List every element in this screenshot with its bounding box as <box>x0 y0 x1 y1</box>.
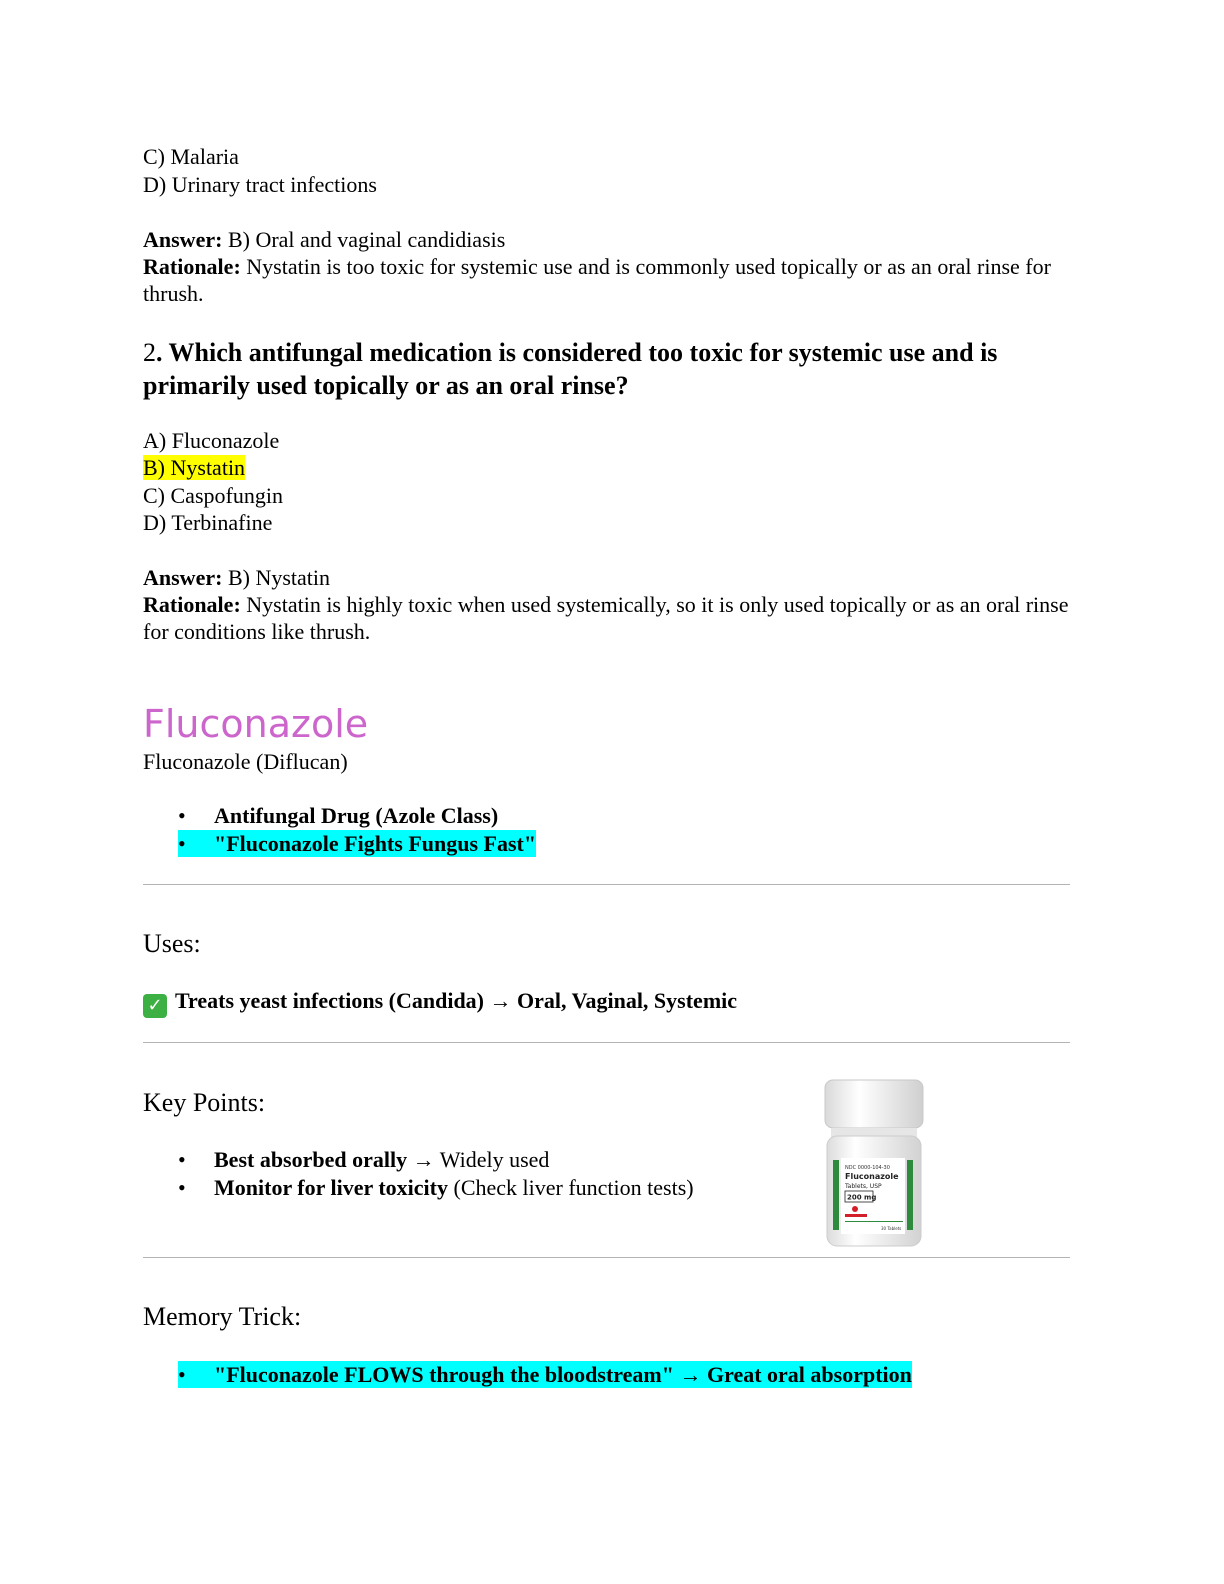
fluconazole-bottle-image <box>821 1078 927 1250</box>
q1-answer <box>143 226 505 253</box>
divider <box>143 1042 1070 1043</box>
memory-heading: Memory Trick: <box>143 1302 302 1331</box>
memory-item-text: "Fluconazole FLOWS through the bloodstream" → Great oral absorption <box>214 1362 912 1387</box>
q1-option-c: C) Malaria <box>143 144 239 169</box>
q2-number: 2 <box>143 338 156 367</box>
q2-answer <box>143 564 330 591</box>
q2-answer-label: Answer: <box>143 565 223 590</box>
bullet-icon: • <box>178 1175 186 1200</box>
q1-option-d: D) Urinary tract infections <box>143 172 377 197</box>
drug-bullet-2-text: "Fluconazole Fights Fungus Fast" <box>214 831 537 856</box>
q2-rationale-text: Nystatin is highly toxic when used systemically, so it is only used topically or as an oral rinse for conditions like thrush. <box>143 592 1069 644</box>
q1-rationale-label: Rationale: <box>143 254 241 279</box>
drug-bullet-1 <box>178 802 498 829</box>
bullet-icon: • <box>178 803 186 828</box>
q2-answer-text: B) Nystatin <box>222 565 330 590</box>
uses-item <box>143 987 737 1018</box>
q2-title-text: . Which antifungal medication is considered too toxic for systemic use and is primarily used topically or as an oral rinse? <box>143 338 998 400</box>
q2-rationale-label: Rationale: <box>143 592 241 617</box>
q2-option-d: D) Terbinafine <box>143 510 273 535</box>
drug-heading: Fluconazole <box>143 702 369 746</box>
divider <box>143 1257 1070 1258</box>
bottle-dose: 200 mg <box>847 1193 877 1202</box>
key-point-2-bold: Monitor for liver toxicity <box>214 1175 448 1200</box>
q1-rationale-text: Nystatin is too toxic for systemic use and is commonly used topically or as an oral rinse for thrush. <box>143 254 1051 306</box>
key-point-1-bold: Best absorbed orally <box>214 1147 408 1172</box>
q2-option-b <box>143 454 245 481</box>
bottle-ndc: NDC 0000-104-30 <box>845 1165 890 1171</box>
drug-bullet-1-text: Antifungal Drug (Azole Class) <box>214 803 499 828</box>
bullet-icon: • <box>178 1147 186 1172</box>
check-mark-icon: ✓ <box>143 994 167 1018</box>
q1-answer-label: Answer: <box>143 227 223 252</box>
divider <box>143 884 1070 885</box>
bottle-name: Fluconazole <box>845 1172 899 1181</box>
memory-item <box>178 1361 912 1388</box>
key-point-1-rest: → Widely used <box>407 1147 550 1172</box>
key-point-1 <box>178 1146 549 1173</box>
uses-heading: Uses: <box>143 929 201 958</box>
q2-rationale <box>143 591 1070 645</box>
bottle-count: 30 Tablets <box>881 1226 902 1231</box>
q2-title <box>143 336 1070 402</box>
q1-rationale <box>143 253 1070 307</box>
bullet-icon: • <box>178 1362 186 1387</box>
q2-option-b-highlight: B) Nystatin <box>143 455 246 480</box>
key-point-2 <box>178 1174 694 1201</box>
q2-option-a: A) Fluconazole <box>143 428 280 453</box>
uses-item-text: Treats yeast infections (Candida) → Oral, Vaginal, Systemic <box>175 988 738 1013</box>
bullet-icon: • <box>178 831 186 856</box>
key-point-2-rest: (Check liver function tests) <box>448 1175 694 1200</box>
q2-option-c: C) Caspofungin <box>143 483 283 508</box>
q1-answer-text: B) Oral and vaginal candidiasis <box>222 227 506 252</box>
key-points-heading: Key Points: <box>143 1088 266 1117</box>
drug-subtitle: Fluconazole (Diflucan) <box>143 749 348 774</box>
bottle-subname: Tablets, USP <box>845 1183 882 1190</box>
drug-bullet-2 <box>178 830 536 857</box>
